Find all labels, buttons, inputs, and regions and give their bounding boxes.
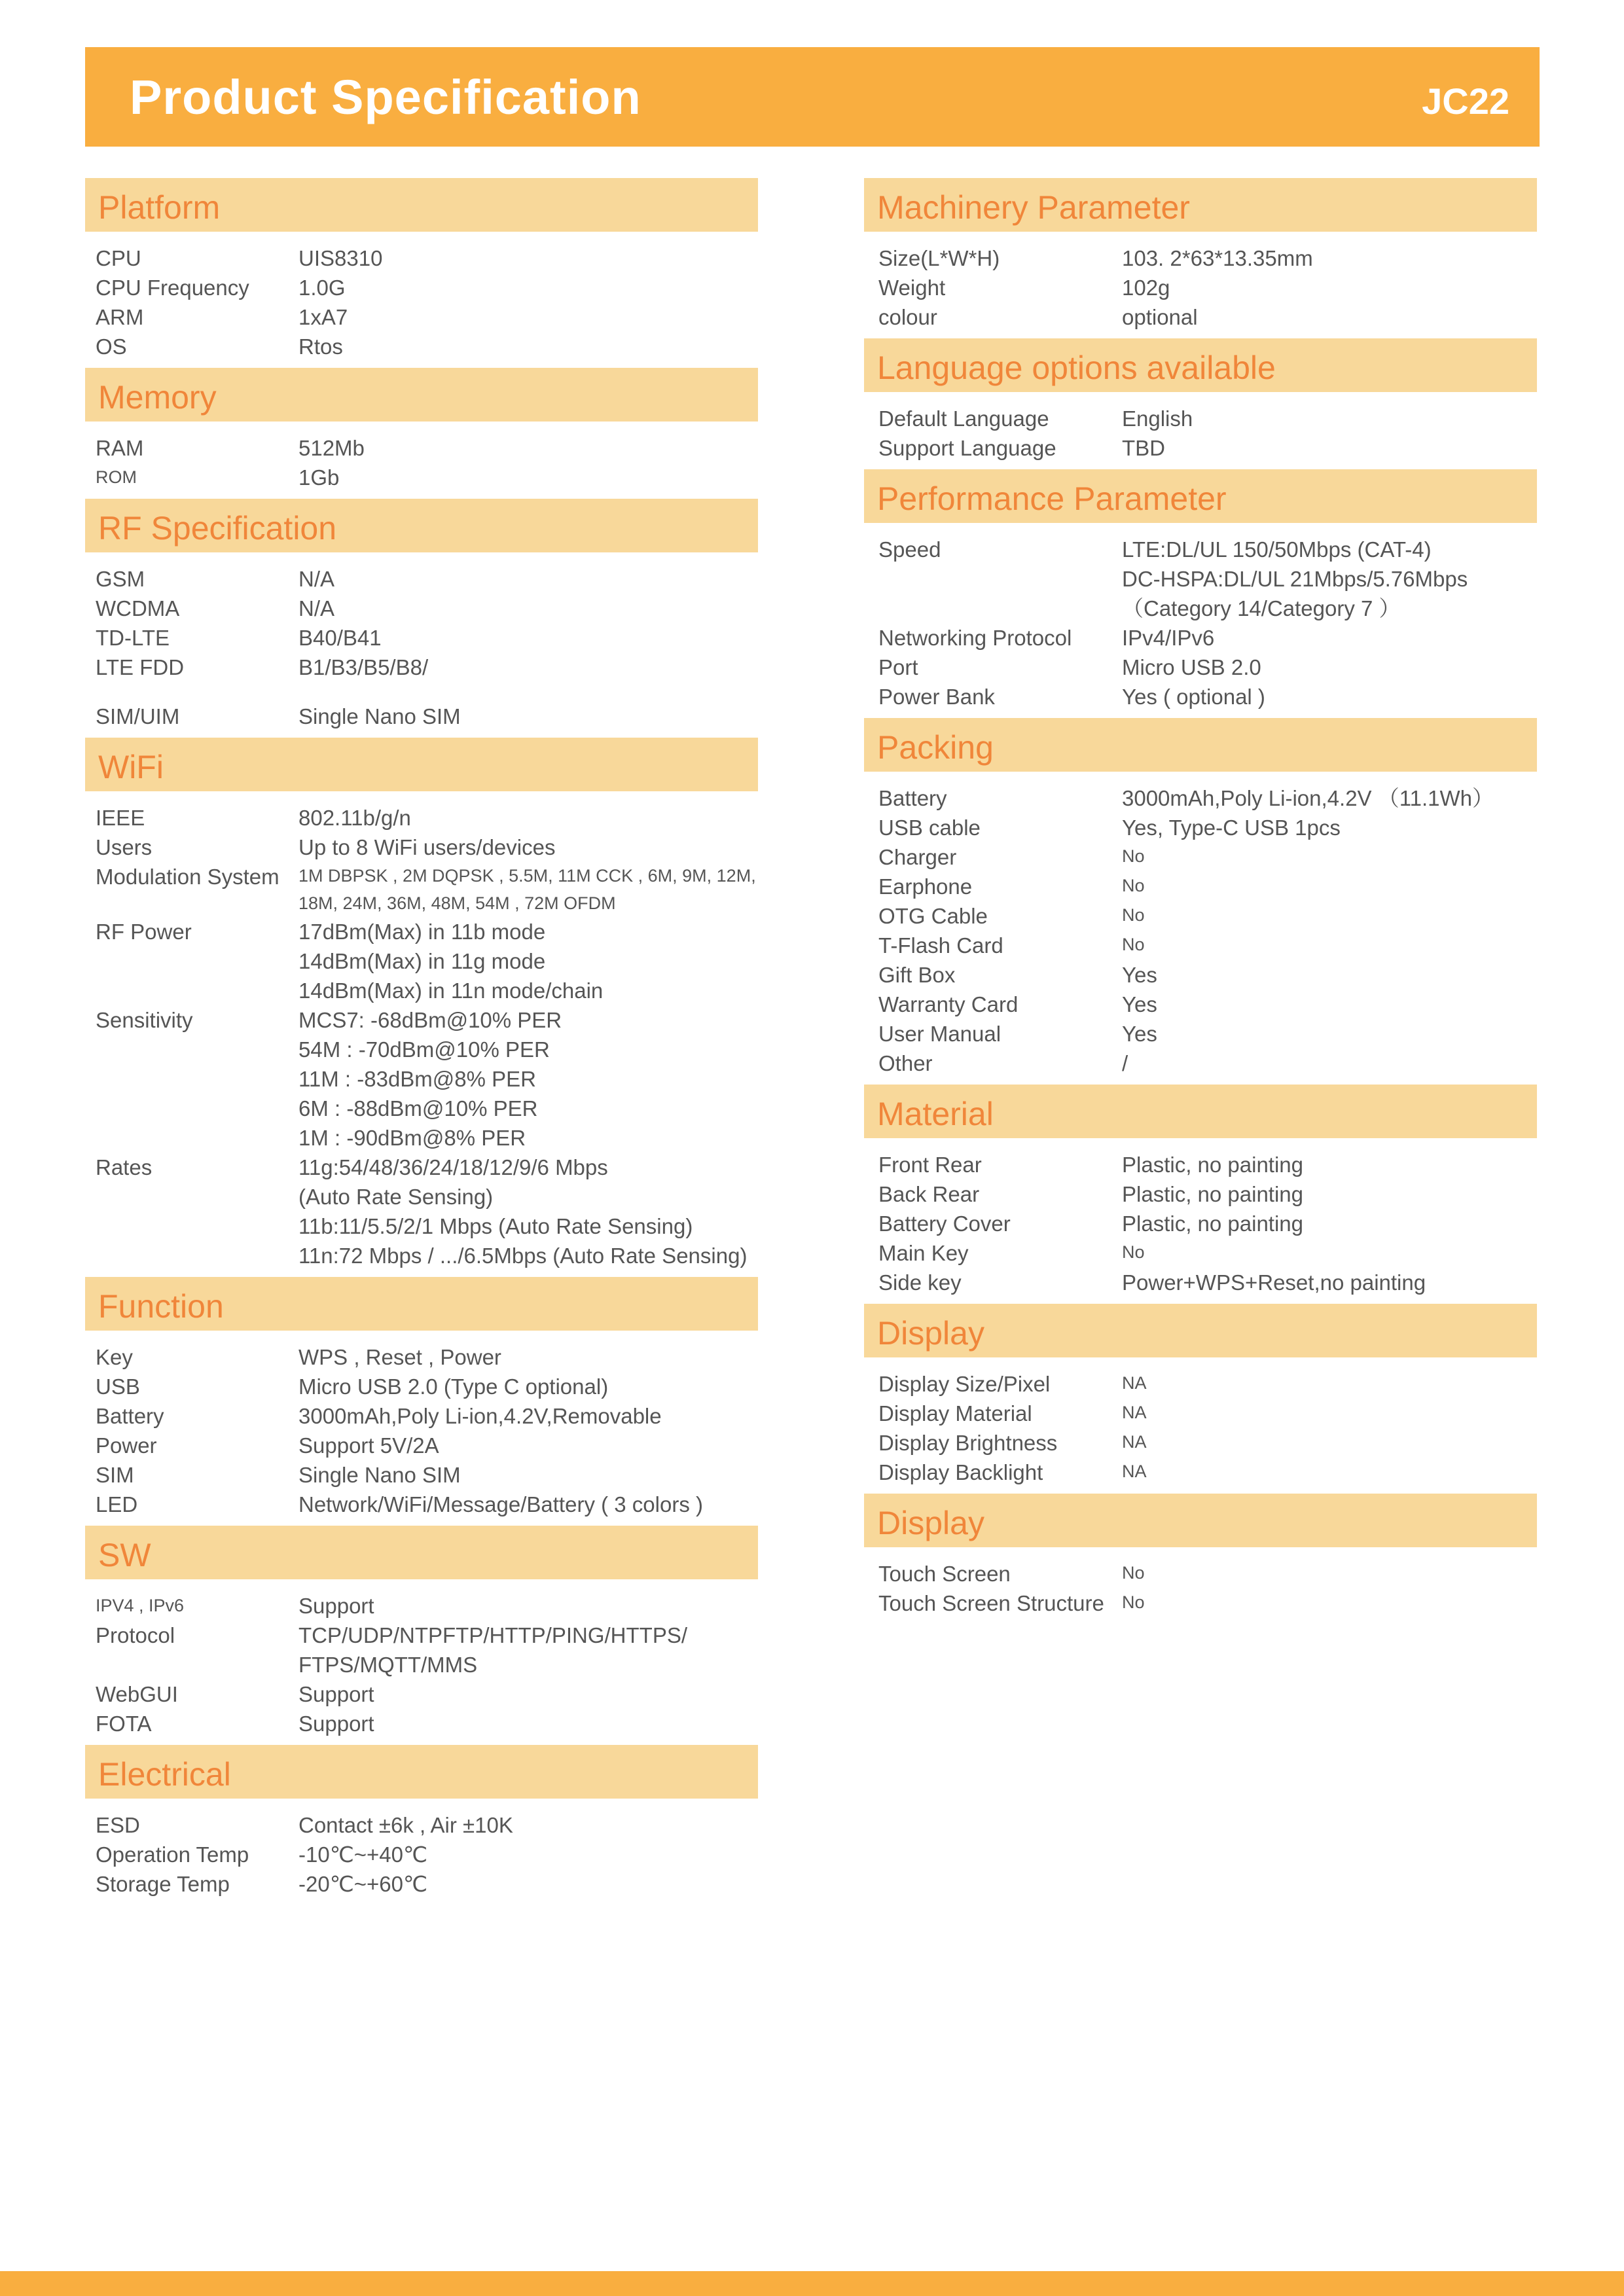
spec-rows (85, 1810, 758, 1899)
spec-label: IPV4 , IPv6 (96, 1596, 185, 1615)
spec-label: Charger (878, 845, 957, 869)
spec-row (875, 682, 1537, 711)
spec-value: UIS8310 (298, 246, 383, 270)
spec-value: 1xA7 (298, 305, 348, 329)
spec-row (96, 1401, 758, 1431)
spec-label: Back Rear (878, 1182, 980, 1206)
spec-row (96, 1591, 758, 1621)
spec-value: N/A (298, 567, 335, 591)
spec-row (96, 302, 758, 332)
spec-row (96, 1490, 758, 1519)
spec-value: DC-HSPA:DL/UL 21Mbps/5.76Mbps （Category 14/Category 7 ） (1122, 567, 1468, 620)
spec-label: Touch Screen (878, 1562, 1011, 1586)
spec-value: No (1122, 1242, 1145, 1262)
section-machinery-parameter (864, 178, 1537, 332)
spec-row (96, 623, 758, 653)
spec-row (875, 1179, 1537, 1209)
section-display (864, 1304, 1537, 1487)
spec-value: English (1122, 406, 1193, 431)
spec-row (875, 1458, 1537, 1487)
spec-value: N/A (298, 596, 335, 620)
spec-label: colour (878, 305, 937, 329)
section-title: WiFi (85, 738, 758, 791)
spec-row (875, 1428, 1537, 1458)
spec-row (96, 1123, 758, 1153)
spec-row (875, 302, 1537, 332)
spec-value: 54M : -70dBm@10% PER (298, 1037, 550, 1062)
spec-value: No (1122, 876, 1145, 895)
spec-value: Single Nano SIM (298, 1463, 461, 1487)
spec-value: No (1122, 905, 1145, 925)
spec-row (875, 990, 1537, 1019)
spec-value: Micro USB 2.0 (1122, 655, 1261, 679)
spec-rows (85, 243, 758, 361)
spec-row (875, 1399, 1537, 1428)
spec-label: Power Bank (878, 685, 995, 709)
section-electrical (85, 1745, 758, 1899)
spec-rows (864, 783, 1537, 1078)
spec-row (96, 1709, 758, 1738)
section-title: Display (864, 1494, 1537, 1547)
spec-label: Other (878, 1051, 933, 1075)
spec-row (96, 702, 758, 731)
spec-value: Plastic, no painting (1122, 1211, 1304, 1236)
spec-value: 11b:11/5.5/2/1 Mbps (Auto Rate Sensing) (298, 1214, 693, 1238)
spec-label: Default Language (878, 406, 1049, 431)
section-performance-parameter (864, 469, 1537, 711)
spec-label: LTE FDD (96, 655, 185, 679)
spec-value: 11M : -83dBm@8% PER (298, 1067, 537, 1091)
spec-value: Support 5V/2A (298, 1433, 439, 1458)
spec-row (875, 1268, 1537, 1297)
spec-row (96, 1431, 758, 1460)
section-title: Material (864, 1085, 1537, 1138)
spec-value: (Auto Rate Sensing) (298, 1185, 494, 1209)
spec-label: RAM (96, 436, 144, 460)
spec-value: 1M : -90dBm@8% PER (298, 1126, 526, 1150)
spec-label: Modulation System (96, 865, 280, 889)
right-column (864, 178, 1537, 1624)
spec-row (96, 1679, 758, 1709)
spec-label: ARM (96, 305, 144, 329)
spec-row (875, 872, 1537, 901)
spec-rows (864, 1559, 1537, 1618)
spec-rows (864, 243, 1537, 332)
spec-row (96, 976, 758, 1005)
spec-label: Gift Box (878, 963, 956, 987)
spec-label: Touch Screen Structure (878, 1591, 1104, 1615)
spec-row (875, 931, 1537, 960)
spec-label: WCDMA (96, 596, 180, 620)
section-rf-specification (85, 499, 758, 731)
spec-value: No (1122, 935, 1145, 954)
spec-row (96, 1621, 758, 1679)
spec-value: 3000mAh,Poly Li-ion,4.2V,Removable (298, 1404, 662, 1428)
spec-row (96, 1153, 758, 1182)
spec-row (875, 535, 1537, 564)
section-packing (864, 718, 1537, 1078)
spec-row (875, 1559, 1537, 1588)
section-function (85, 1277, 758, 1519)
section-title: RF Specification (85, 499, 758, 552)
spec-value: NA (1122, 1462, 1147, 1481)
spec-row (96, 243, 758, 273)
spec-row (875, 1209, 1537, 1238)
spec-row (96, 1869, 758, 1899)
spec-label: Power (96, 1433, 157, 1458)
spec-label: Battery Cover (878, 1211, 1011, 1236)
section-title: Machinery Parameter (864, 178, 1537, 232)
spec-label: Display Size/Pixel (878, 1372, 1051, 1396)
spec-label: IEEE (96, 806, 145, 830)
spec-label: Size(L*W*H) (878, 246, 1000, 270)
spec-label: SIM (96, 1463, 134, 1487)
spec-value: / (1122, 1051, 1128, 1075)
spec-rows (864, 404, 1537, 463)
spec-label: SIM/UIM (96, 704, 180, 728)
spec-value: Yes, Type-C USB 1pcs (1122, 816, 1341, 840)
spec-label: T-Flash Card (878, 933, 1003, 958)
spec-row (96, 1035, 758, 1064)
spec-value: 11g:54/48/36/24/18/12/9/6 Mbps (298, 1155, 608, 1179)
spec-row (875, 1238, 1537, 1268)
section-memory (85, 368, 758, 492)
spec-value: Network/WiFi/Message/Battery ( 3 colors ) (298, 1492, 703, 1516)
spec-label: Earphone (878, 874, 973, 899)
spec-rows (864, 1150, 1537, 1297)
spec-value: Contact ±6k , Air ±10K (298, 1813, 513, 1837)
spec-value: No (1122, 1592, 1145, 1612)
spec-row (96, 1342, 758, 1372)
spec-label: LED (96, 1492, 138, 1516)
spec-value: 6M : -88dBm@10% PER (298, 1096, 538, 1121)
spec-row (875, 623, 1537, 653)
spec-label: Operation Temp (96, 1842, 249, 1867)
spec-value: 1M DBPSK , 2M DQPSK , 5.5M, 11M CCK , 6M, 9M, 12M, 18M, 24M, 36M, 48M, 54M , 72M OFDM (298, 866, 756, 913)
section-title: Platform (85, 178, 758, 232)
spec-row (875, 960, 1537, 990)
spec-label: Front Rear (878, 1153, 982, 1177)
spec-value: 512Mb (298, 436, 365, 460)
spec-label: ROM (96, 467, 137, 487)
section-title: SW (85, 1526, 758, 1579)
section-title: Electrical (85, 1745, 758, 1799)
spec-rows (864, 1369, 1537, 1487)
spec-value: MCS7: -68dBm@10% PER (298, 1008, 562, 1032)
spec-label: ESD (96, 1813, 140, 1837)
spec-value: IPv4/IPv6 (1122, 626, 1215, 650)
spec-value: WPS , Reset , Power (298, 1345, 501, 1369)
spec-value: optional (1122, 305, 1198, 329)
spec-label: Port (878, 655, 918, 679)
spec-value: LTE:DL/UL 150/50Mbps (CAT-4) (1122, 537, 1432, 562)
spec-value: Yes (1122, 1022, 1157, 1046)
spec-row (875, 1588, 1537, 1618)
spec-label: Display Material (878, 1401, 1032, 1426)
spec-value: Micro USB 2.0 (Type C optional) (298, 1374, 609, 1399)
spec-value: Up to 8 WiFi users/devices (298, 835, 556, 859)
spec-value: 14dBm(Max) in 11n mode/chain (298, 978, 604, 1003)
spec-row (96, 594, 758, 623)
spec-value: Support (298, 1682, 374, 1706)
spec-value: 11n:72 Mbps / .../6.5Mbps (Auto Rate Sensing) (298, 1244, 748, 1268)
section-language-options-available (864, 338, 1537, 463)
spec-value: No (1122, 846, 1145, 866)
spec-row (96, 273, 758, 302)
spec-rows (85, 433, 758, 492)
spec-label: WebGUI (96, 1682, 178, 1706)
spec-row (96, 1064, 758, 1094)
spec-row (96, 1372, 758, 1401)
spec-row (96, 463, 758, 492)
spec-value: B40/B41 (298, 626, 382, 650)
spec-row (875, 1369, 1537, 1399)
spec-label: Weight (878, 276, 946, 300)
spec-label: Side key (878, 1270, 962, 1295)
section-display (864, 1494, 1537, 1618)
spec-rows (85, 564, 758, 731)
spec-row (96, 1810, 758, 1840)
section-title: Memory (85, 368, 758, 422)
spec-row (875, 842, 1537, 872)
spec-value: 1.0G (298, 276, 346, 300)
spec-value: 17dBm(Max) in 11b mode (298, 920, 546, 944)
spec-label: USB cable (878, 816, 981, 840)
spec-label: GSM (96, 567, 145, 591)
spec-value: 3000mAh,Poly Li-ion,4.2V （11.1Wh） (1122, 786, 1494, 810)
spec-value: B1/B3/B5/B8/ (298, 655, 429, 679)
spec-value: Plastic, no painting (1122, 1182, 1304, 1206)
spec-row (96, 803, 758, 833)
spec-label: RF Power (96, 920, 192, 944)
spec-value: 14dBm(Max) in 11g mode (298, 949, 546, 973)
spec-row (875, 273, 1537, 302)
spec-label: FOTA (96, 1712, 152, 1736)
spec-value: Yes (1122, 963, 1157, 987)
spec-row (96, 946, 758, 976)
spec-label: Display Backlight (878, 1460, 1043, 1484)
page-title: Product Specification (130, 70, 641, 124)
spec-value: TBD (1122, 436, 1165, 460)
spec-value: Power+WPS+Reset,no painting (1122, 1270, 1426, 1295)
spec-label: USB (96, 1374, 140, 1399)
spacer (96, 682, 758, 702)
spec-rows (85, 803, 758, 1270)
spec-row (96, 1460, 758, 1490)
spec-value: Single Nano SIM (298, 704, 461, 728)
spec-row (96, 433, 758, 463)
section-material (864, 1085, 1537, 1297)
spec-row (875, 901, 1537, 931)
spec-row (875, 404, 1537, 433)
spec-value: -10℃~+40℃ (298, 1842, 428, 1867)
spec-value: Rtos (298, 334, 343, 359)
spec-label: Main Key (878, 1241, 969, 1265)
spec-value: NA (1122, 1373, 1147, 1393)
spec-value: Yes ( optional ) (1122, 685, 1265, 709)
spec-row (875, 1049, 1537, 1078)
spec-row (96, 1211, 758, 1241)
spec-label: Protocol (96, 1623, 175, 1647)
spec-value: NA (1122, 1403, 1147, 1422)
model-number: JC22 (1422, 81, 1509, 122)
spec-row (96, 653, 758, 682)
section-title: Display (864, 1304, 1537, 1357)
header-banner (85, 47, 1540, 147)
spec-value: Support (298, 1712, 374, 1736)
section-title: Function (85, 1277, 758, 1331)
spec-row (96, 332, 758, 361)
section-platform (85, 178, 758, 361)
section-title: Performance Parameter (864, 469, 1537, 523)
spec-row (875, 783, 1537, 813)
spec-row (875, 564, 1537, 623)
spec-row (875, 1150, 1537, 1179)
section-sw (85, 1526, 758, 1738)
spec-value: Plastic, no painting (1122, 1153, 1304, 1177)
spec-label: TD-LTE (96, 626, 170, 650)
spec-label: OS (96, 334, 127, 359)
spec-rows (85, 1342, 758, 1519)
spec-row (875, 243, 1537, 273)
spec-rows (864, 535, 1537, 711)
spec-row (875, 433, 1537, 463)
spec-label: Battery (878, 786, 947, 810)
spec-label: CPU (96, 246, 141, 270)
spec-label: Storage Temp (96, 1872, 230, 1896)
spec-value: No (1122, 1563, 1145, 1583)
spec-row (96, 1241, 758, 1270)
section-title: Packing (864, 718, 1537, 772)
spec-value: 1Gb (298, 465, 340, 490)
spec-row (96, 564, 758, 594)
spec-value: 802.11b/g/n (298, 806, 411, 830)
spec-row (875, 813, 1537, 842)
spec-label: Users (96, 835, 153, 859)
spec-row (96, 833, 758, 862)
spec-label: Display Brightness (878, 1431, 1058, 1455)
spec-row (96, 917, 758, 946)
spec-rows (85, 1591, 758, 1738)
spec-label: Speed (878, 537, 941, 562)
spec-label: Networking Protocol (878, 626, 1072, 650)
spec-label: Rates (96, 1155, 153, 1179)
spec-value: Yes (1122, 992, 1157, 1016)
spec-value: 102g (1122, 276, 1170, 300)
section-wifi (85, 738, 758, 1270)
spec-row (875, 653, 1537, 682)
spec-row (96, 1182, 758, 1211)
spec-label: OTG Cable (878, 904, 988, 928)
footer-bar (0, 2271, 1624, 2296)
spec-row (875, 1019, 1537, 1049)
spec-label: Sensitivity (96, 1008, 193, 1032)
spec-value: NA (1122, 1432, 1147, 1452)
spec-label: CPU Frequency (96, 276, 249, 300)
spec-value: Support (298, 1594, 374, 1618)
spec-value: 103. 2*63*13.35mm (1122, 246, 1313, 270)
spec-label: User Manual (878, 1022, 1001, 1046)
spec-value: TCP/UDP/NTPFTP/HTTP/PING/HTTPS/ FTPS/MQTT/MMS (298, 1623, 688, 1677)
spec-label: Key (96, 1345, 133, 1369)
spec-row (96, 862, 758, 917)
spec-label: Battery (96, 1404, 164, 1428)
spec-row (96, 1840, 758, 1869)
spec-row (96, 1005, 758, 1035)
spec-label: Support Language (878, 436, 1056, 460)
spec-label: Warranty Card (878, 992, 1019, 1016)
left-column (85, 178, 758, 1905)
spec-value: -20℃~+60℃ (298, 1872, 428, 1896)
section-title: Language options available (864, 338, 1537, 392)
spec-row (96, 1094, 758, 1123)
